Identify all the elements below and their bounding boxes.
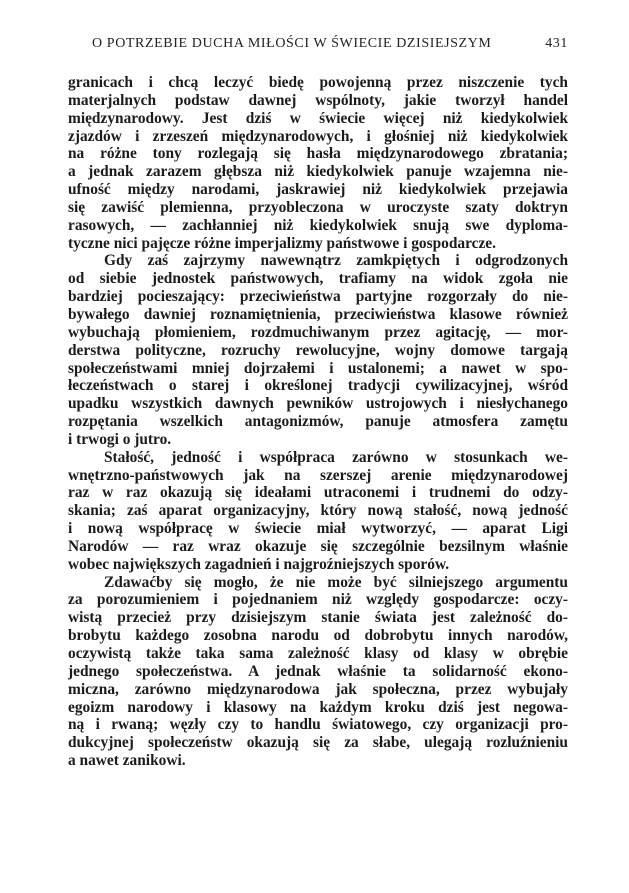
paragraph: [68, 449, 568, 574]
text-line: raz w raz okazują się ideałami utraconemi i trudnemi do odzy-: [68, 484, 568, 502]
text-line: społeczeństwami mniej dojrzałemi i ustalonemi; a nawet w spo-: [68, 359, 568, 377]
text-line: rasowych, — zachłanniej niż kiedykolwiek snują swe dyploma-: [68, 216, 568, 234]
text-line: upadku wszystkich dawnych pewników ustrojowych i niesłychanego: [68, 395, 568, 413]
text-line: a nawet zanikowi.: [68, 752, 186, 770]
text-line: zjazdów i zrzeszeń międzynarodowych, i głośniej niż kiedykolwiek: [68, 127, 568, 145]
text-line: ufność między narodami, jaskrawiej niż kiedykolwiek przejawia: [68, 181, 568, 199]
text-line: bardziej pocieszający: przeciwieństwa partyjne rozgorzały do nie-: [68, 288, 568, 306]
text-line: międzynarodowy. Jest dziś w świecie więcej niż kiedykolwiek: [68, 109, 568, 127]
text-line: derstwa polityczne, rozruchy rewolucyjne, wojny domowe targają: [68, 341, 568, 359]
text-line: się zawiść plemienna, przyobleczona w uroczyste szaty doktryn: [68, 198, 568, 216]
text-line: wnętrzno-państwowych jak na szerszej arenie międzynarodowej: [68, 466, 568, 484]
paragraph: [68, 574, 568, 770]
text-line: Stałość, jedność i współpraca zarówno w stosunkach we-: [104, 448, 568, 466]
text-line: za porozumieniem i pojednaniem niż względy gospodarcze: oczy-: [68, 591, 568, 609]
text-line: dukcyjnej społeczeństw okazują się za słabe, ulegają rozluźnieniu: [68, 734, 568, 752]
text-line: a jednak zarazem głębsza niż kiedykolwiek panuje wzajemna nie-: [68, 163, 568, 181]
running-title: O POTRZEBIE DUCHA MIŁOŚCI W ŚWIECIE DZISIEJSZYM: [92, 36, 492, 51]
text-line: oczywistą także taka sama zależność klasy od klasy w obrębie: [68, 645, 568, 662]
text-line: od siebie jednostek państwowych, trafiamy na widok zgoła nie: [68, 270, 568, 288]
text-line: ną i rwaną; węzły czy to handlu światowego, czy organizacji pro-: [68, 716, 568, 734]
text-line: materjalnych podstaw dawnej wspólnoty, jakie tworzył handel: [68, 91, 568, 109]
text-line: tyczne nici pajęcze różne imperjalizmy państwowe i gospodarcze.: [68, 234, 496, 252]
text-line: Gdy zaś zajrzymy nawewnątrz zamkpiętych i odgrodzonych: [104, 252, 568, 270]
text-line: egoizm narodowy i klasowy na każdym kroku dziś jest negowa-: [68, 698, 568, 716]
text-line: i trwogi o jutro.: [68, 430, 172, 448]
paragraph: [68, 74, 568, 252]
text-line: i nową współpracę w świecie miał wytworzyć, — aparat Ligi: [68, 520, 568, 538]
text-line: rozpętania wszelkich antagonizmów, panuje atmosfera zamętu: [68, 413, 568, 431]
text-line: Zdawaćby się mogło, że nie może być silniejszego argumentu: [104, 573, 568, 591]
text-line: wistą przecież przy dzisiejszym stanie świata jest zależność do-: [68, 609, 568, 627]
text-line: wobec największych zagadnień i najgroźniejszych sporów.: [68, 555, 450, 573]
text-line: Narodów — raz wraz okazuje się szczególnie bezsilnym właśnie: [68, 537, 568, 555]
text-line: na różne tony rozlegają się hasła międzynarodowego zbratania;: [68, 145, 568, 163]
page-number: 431: [545, 36, 568, 51]
running-header: [92, 36, 568, 52]
text-line: granicach i chcą leczyć biedę powojenną przez niszczenie tych: [68, 74, 568, 91]
page-body: [68, 74, 568, 770]
text-line: miczna, zarówno międzynarodowa jak społeczna, przez wybujały: [68, 680, 568, 698]
text-line: łeczeństwach o starej i określonej tradycji cywilizacyjnej, wśród: [68, 377, 568, 395]
text-line: skania; zaś aparat organizacyjny, który nową stałość, nową jedność: [68, 502, 568, 520]
text-line: wybuchają płomieniem, rozdmuchiwanym przez agitację, — mor-: [68, 323, 568, 341]
text-line: jednego społeczeństwa. A jednak właśnie ta solidarność ekono-: [68, 662, 568, 680]
text-line: brobytu każdego zosobna narodu od dobrobytu innych narodów,: [68, 627, 568, 645]
text-line: bywałego dawniej roznamiętnienia, przeciwieństwa klasowe również: [68, 305, 568, 323]
paragraph: [68, 252, 568, 448]
